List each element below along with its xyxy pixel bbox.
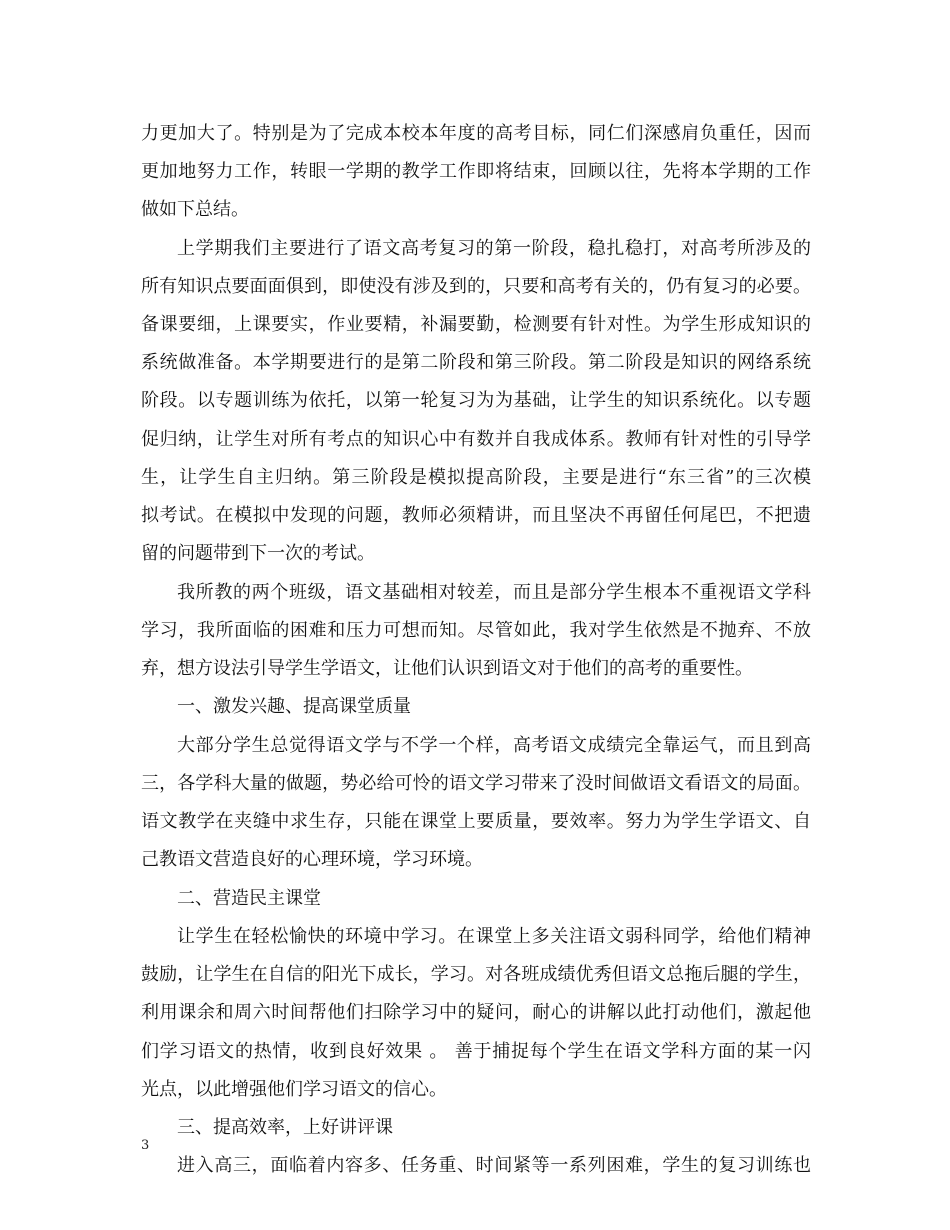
text-line: 所有知识点要面面俱到，即使没有涉及到的，只要和高考有关的，仍有复习的必要。 [141, 276, 811, 297]
section-heading: 三、提高效率，上好讲评课 [177, 1117, 393, 1138]
text-line: 语文教学在夹缝中求生存，只能在课堂上要质量，要效率。努力为学生学语文、自 [141, 811, 811, 832]
text-line: 备课要细，上课要实，作业要精，补漏要勤，检测要有针对性。为学生形成知识的 [141, 314, 811, 335]
text-line: 学习，我所面临的困难和压力可想而知。尽管如此，我对学生依然是不抛弃、不放 [141, 620, 811, 641]
text-line: 三，各学科大量的做题，势必给可怜的语文学习带来了没时间做语文看语文的局面。 [141, 773, 811, 794]
paragraph-first-line: 进入高三，面临着内容多、任务重、时间紧等一系列困难，学生的复习训练也 [177, 1155, 811, 1176]
paragraph-first-line: 大部分学生总觉得语文学与不学一个样，高考语文成绩完全靠运气，而且到高 [177, 735, 811, 756]
text-line: 力更加大了。特别是为了完成本校本年度的高考目标，同仁们深感肩负重任，因而 [141, 123, 811, 144]
text-line: 己教语文营造良好的心理环境，学习环境。 [141, 849, 483, 870]
page-number: 3 [141, 1138, 150, 1153]
text-line: 拟考试。在模拟中发现的问题，教师必须精讲，而且坚决不再留任何尾巴，不把遗 [141, 505, 811, 526]
text-line: 阶段。以专题训练为依托，以第一轮复习为为基础，让学生的知识系统化。以专题 [141, 390, 811, 411]
text-line: 鼓励，让学生在自信的阳光下成长，学习。对各班成绩优秀但语文总拖后腿的学生， [141, 964, 811, 985]
section-heading: 一、激发兴趣、提高课堂质量 [177, 696, 411, 717]
text-line: 利用课余和周六时间帮他们扫除学习中的疑问，耐心的讲解以此打动他们，激起他 [141, 1002, 811, 1023]
section-heading: 二、营造民主课堂 [177, 888, 321, 909]
paragraph-first-line: 上学期我们主要进行了语文高考复习的第一阶段，稳扎稳打，对高考所涉及的 [177, 238, 811, 259]
text-line: 促归纳，让学生对所有考点的知识心中有数并自我成体系。教师有针对性的引导学 [141, 429, 811, 450]
text-line: 留的问题带到下一次的考试。 [141, 543, 375, 564]
text-line: 系统做准备。本学期要进行的是第二阶段和第三阶段。第二阶段是知识的网络系统 [141, 352, 811, 373]
text-line: 弃，想方设法引导学生学语文，让他们认识到语文对于他们的高考的重要性。 [141, 658, 753, 679]
paragraph-first-line: 让学生在轻松愉快的环境中学习。在课堂上多关注语文弱科同学，给他们精神 [177, 926, 811, 947]
paragraph-first-line: 我所教的两个班级，语文基础相对较差，而且是部分学生根本不重视语文学科 [177, 582, 811, 603]
text-line: 生，让学生自主归纳。第三阶段是模拟提高阶段，主要是进行“东三省”的三次模 [141, 467, 811, 488]
text-line: 光点，以此增强他们学习语文的信心。 [141, 1079, 447, 1100]
text-line: 们学习语文的热情，收到良好效果 。 善于捕捉每个学生在语文学科方面的某一闪 [141, 1041, 811, 1062]
text-line: 更加地努力工作，转眼一学期的教学工作即将结束，回顾以往，先将本学期的工作 [141, 161, 811, 182]
text-line: 做如下总结。 [141, 199, 249, 220]
